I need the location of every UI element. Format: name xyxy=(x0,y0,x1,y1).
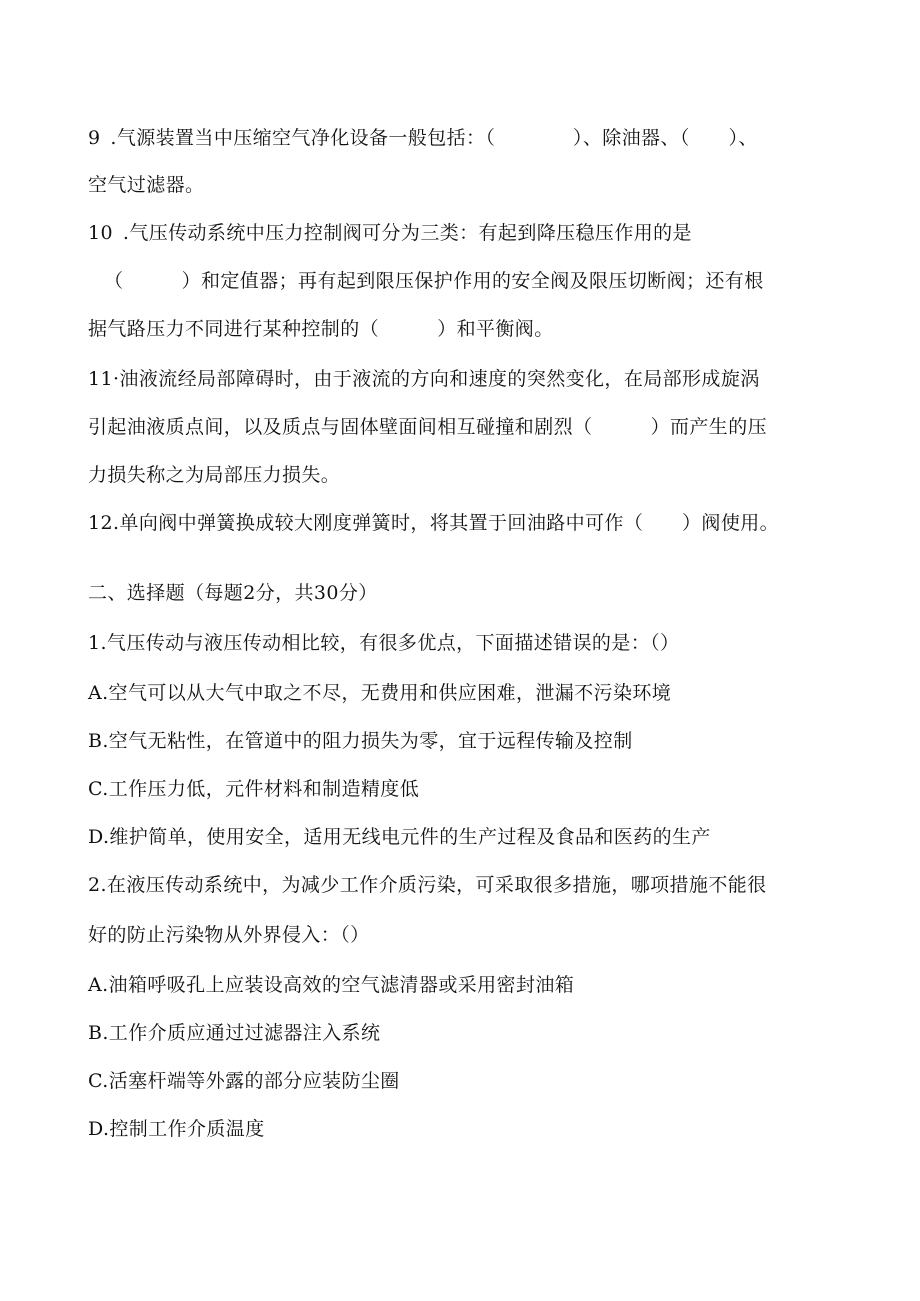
question-9-line-1: 9 .气源装置当中压缩空气净化设备一般包括：（ ）、除油器、（ ）、 xyxy=(88,127,758,149)
question-10-line-2: （ ）和定值器；再有起到限压保护作用的安全阀及限压切断阀；还有根 xyxy=(104,270,764,292)
choice-question-2-option-d: D.控制工作介质温度 xyxy=(88,1118,265,1140)
choice-question-2-stem-line-2: 好的防止污染物从外界侵入：（） xyxy=(88,924,370,946)
choice-question-1-option-d: D.维护简单，使用安全，适用无线电元件的生产过程及食品和医药的生产 xyxy=(88,826,711,848)
choice-question-2-option-c: C.活塞杆端等外露的部分应装防尘圈 xyxy=(88,1070,400,1092)
choice-question-1-option-b: B.空气无粘性，在管道中的阻力损失为零，宜于远程传输及控制 xyxy=(88,730,633,752)
question-10-line-3: 据气路压力不同进行某种控制的（ ）和平衡阀。 xyxy=(88,318,554,340)
question-10-line-1: 10 .气压传动系统中压力控制阀可分为三类：有起到降压稳压作用的是 xyxy=(88,222,692,244)
choice-question-1-option-a: A.空气可以从大气中取之不尽，无费用和供应困难，泄漏不污染环境 xyxy=(88,682,672,704)
choice-question-2-stem-line-1: 2.在液压传动系统中，为减少工作介质污染，可采取很多措施，哪项措施不能很 xyxy=(88,874,767,896)
question-11-line-1: 11·油液流经局部障碍时，由于液流的方向和速度的突然变化，在局部形成旋涡 xyxy=(88,368,760,390)
question-11-line-3: 力损失称之为局部压力损失。 xyxy=(88,464,341,486)
choice-question-1-option-c: C.工作压力低，元件材料和制造精度低 xyxy=(88,778,420,800)
section-title: 二、选择题（每题2分，共30分） xyxy=(88,582,378,604)
question-11-line-2: 引起油液质点间，以及质点与固体壁面间相互碰撞和剧烈（ ）而产生的压 xyxy=(88,416,768,438)
choice-question-2-option-a: A.油箱呼吸孔上应装设高效的空气滤清器或采用密封油箱 xyxy=(88,974,575,996)
question-9-line-2: 空气过滤器。 xyxy=(88,174,205,196)
choice-question-2-option-b: B.工作介质应通过过滤器注入系统 xyxy=(88,1022,381,1044)
question-12-line-1: 12.单向阀中弹簧换成较大刚度弹簧时，将其置于回油路中可作（ ）阀使用。 xyxy=(88,512,780,534)
choice-question-1-stem: 1.气压传动与液压传动相比较，有很多优点，下面描述错误的是：（） xyxy=(88,632,680,654)
